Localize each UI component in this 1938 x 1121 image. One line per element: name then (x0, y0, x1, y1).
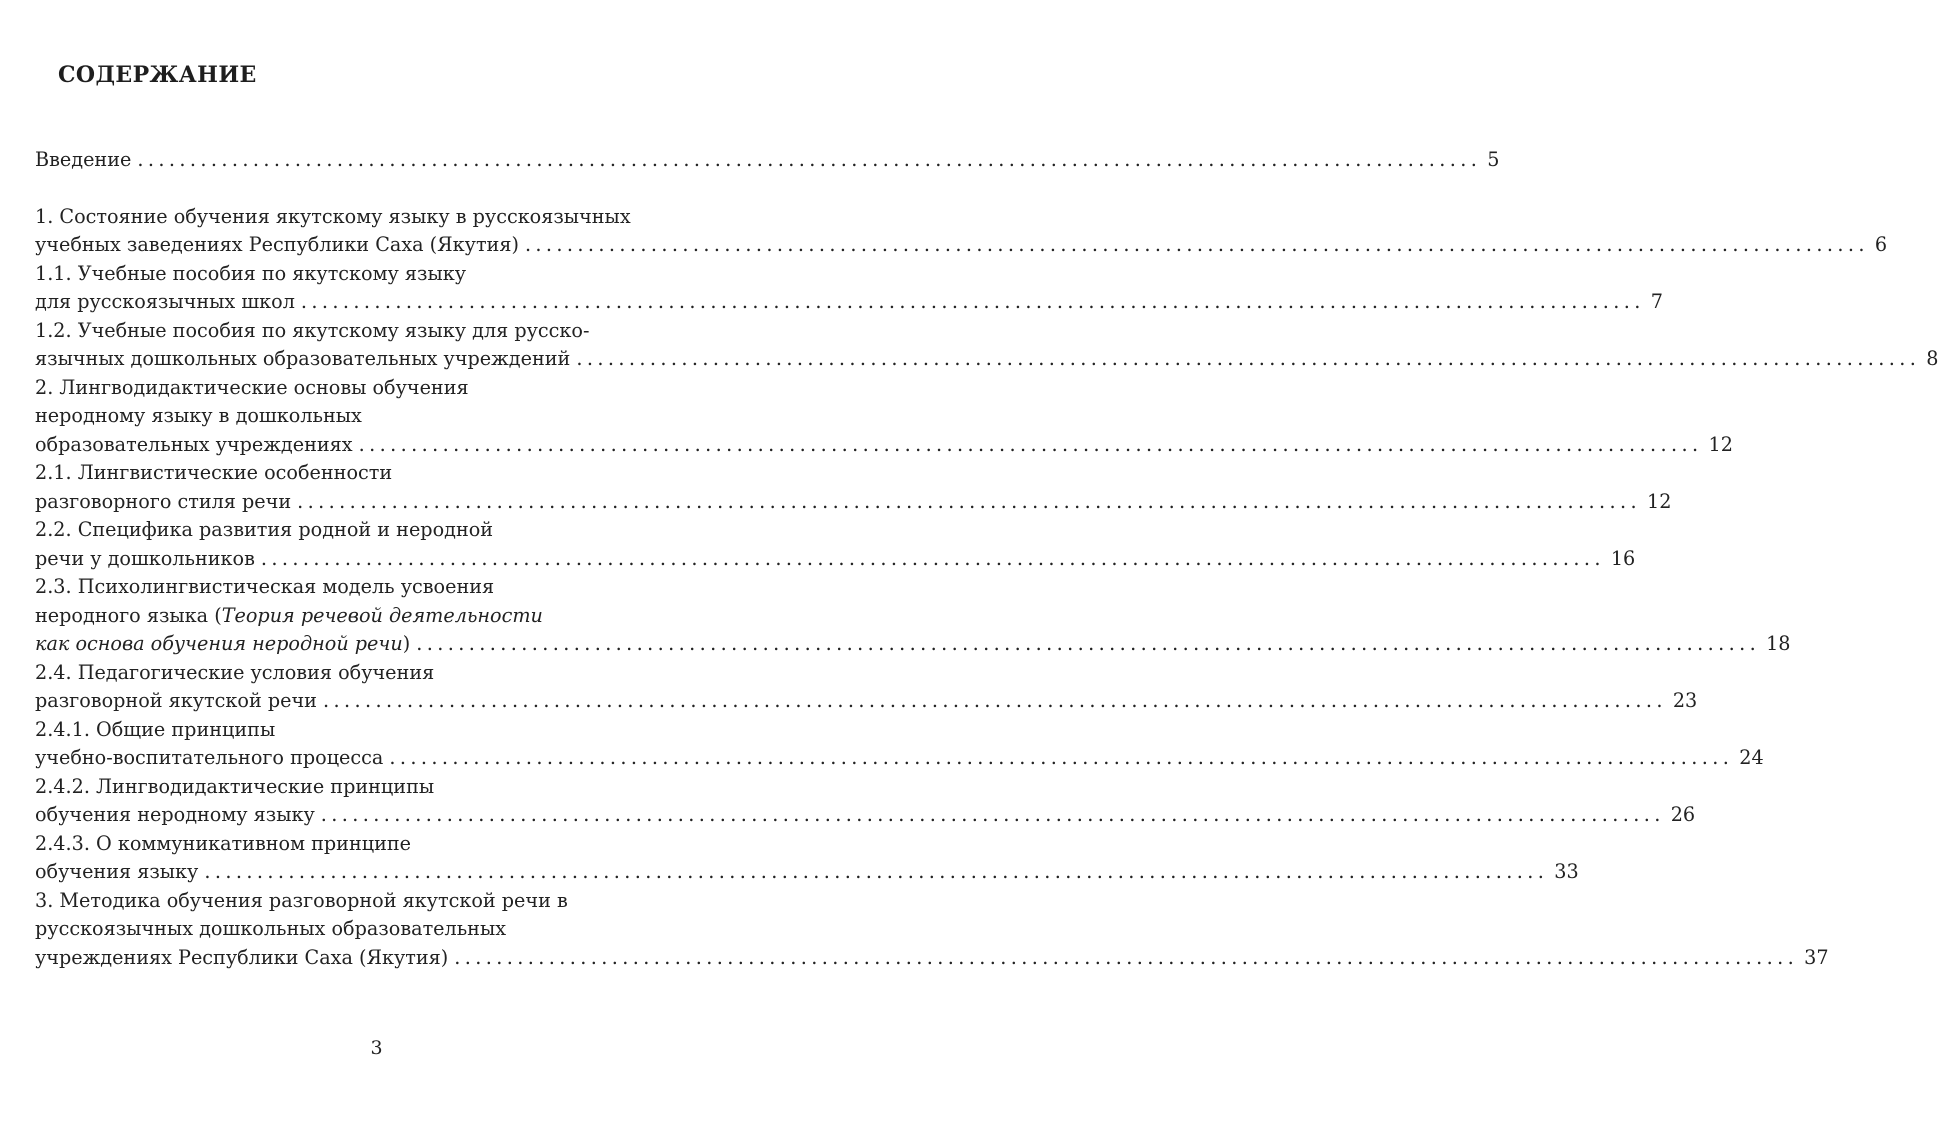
leader-dots: ................................................................................................................................ (322, 689, 1667, 712)
leader-dots: ................................................................................................................................ (204, 860, 1549, 883)
toc-page-number: 16 (1610, 546, 1636, 570)
leader-dots: ................................................................................................................................ (137, 148, 1482, 171)
toc-page-number: 23 (1672, 689, 1698, 712)
toc-entry-title: 1. Состояние обучения якутскому языку в русскоязычных (35, 204, 631, 228)
toc-entry (35, 459, 1672, 516)
toc-entry (35, 887, 1829, 973)
toc-page-number: 5 (1487, 148, 1500, 171)
toc-entry-title: образовательных учреждениях (35, 432, 353, 456)
toc-page-number: 8 (1926, 347, 1938, 370)
toc-entry (35, 260, 1664, 317)
toc-entry-title: учебно-воспитательного процесса (35, 746, 384, 769)
leader-dots: ................................................................................................................................ (300, 290, 1645, 313)
toc-entry-title: обучения языку (35, 860, 199, 883)
leader-dots: ................................................................................................................................ (320, 803, 1665, 826)
toc-entry-title: язычных дошкольных образовательных учреждений (35, 347, 571, 370)
leader-dots: ................................................................................................................................ (454, 945, 1799, 969)
toc-entry (35, 203, 1888, 260)
leader-dots: ................................................................................................................................ (297, 489, 1642, 513)
leader-dots: ................................................................................................................................ (260, 546, 1605, 570)
toc-entry-title: 2.4.2. Лингводидактические принципы (35, 774, 435, 798)
toc-entry (35, 716, 1764, 773)
toc-entry-title: Введение (35, 148, 132, 171)
leader-dots: ................................................................................................................................ (576, 347, 1921, 370)
toc-entry-title: учебных заведениях Республики Саха (Якутия) (35, 233, 519, 256)
toc-page-number: 6 (1874, 233, 1888, 256)
toc-entry (35, 317, 1938, 374)
toc-entry-title: 1.1. Учебные пособия по якутскому языку (35, 261, 467, 285)
leader-dots: ................................................................................................................................ (358, 432, 1703, 456)
toc-page-number: 12 (1647, 489, 1672, 513)
toc-page-number: 26 (1670, 803, 1696, 826)
toc-entry-title: 2.4.1. Общие принципы (35, 717, 276, 741)
table-of-contents (35, 146, 1938, 972)
toc-page-number: 37 (1804, 945, 1829, 969)
toc-entry-title: неродному языку в дошкольных (35, 404, 362, 427)
toc-entry-title: учреждениях Республики Саха (Якутия) (35, 945, 449, 969)
toc-entry-subtitle: Теория речевой деятельности (221, 603, 543, 627)
toc-entry (35, 830, 1579, 887)
toc-entry-title: ) (402, 632, 411, 655)
toc-entry-title: 1.2. Учебные пособия по якутскому языку для русско- (35, 318, 590, 342)
toc-entry (35, 573, 1791, 659)
toc-entry-title: разговорного стиля речи (35, 489, 292, 513)
toc-page-number: 12 (1708, 432, 1733, 456)
toc-entry-title: 3. Методика обучения разговорной якутской речи в (35, 888, 568, 912)
toc-entry (35, 516, 1636, 573)
toc-page-number: 24 (1739, 746, 1764, 769)
toc-entry-title: разговорной якутской речи (35, 689, 317, 712)
toc-entry (35, 773, 1696, 830)
page-title: СОДЕРЖАНИЕ (58, 62, 257, 88)
toc-entry-title: 2.4.3. О коммуникативном принципе (35, 831, 412, 855)
leader-dots: ................................................................................................................................ (389, 746, 1734, 769)
toc-entry-title: 2.2. Специфика развития родной и неродной (35, 518, 494, 541)
toc-entry-title: речи у дошкольников (35, 546, 255, 570)
toc-entry-subtitle: как основа обучения неродной речи (35, 632, 403, 655)
toc-entry (35, 659, 1698, 716)
toc-entry (35, 146, 1500, 175)
toc-entry-title: 2.4. Педагогические условия обучения (35, 660, 435, 684)
toc-entry-title: 2.3. Психолингвистическая модель усвоения (35, 575, 495, 598)
toc-page-number: 7 (1650, 290, 1664, 313)
leader-dots: ................................................................................................................................ (416, 632, 1761, 655)
toc-entry-title: 2. Лингводидактические основы обучения (35, 375, 469, 399)
toc-entry (35, 374, 1733, 460)
toc-entry-title: обучения неродному языку (35, 803, 315, 826)
toc-page-number: 18 (1766, 632, 1791, 655)
toc-entry-title: 2.1. Лингвистические особенности (35, 461, 393, 484)
toc-entry-title: русскоязычных дошкольных образовательных (35, 917, 507, 940)
toc-entry-title: для русскоязычных школ (35, 290, 295, 313)
leader-dots: ................................................................................................................................ (524, 233, 1869, 256)
toc-page-number: 33 (1554, 860, 1579, 883)
toc-entry-title: неродного языка ( (35, 603, 222, 627)
page-number: 3 (370, 1037, 383, 1059)
